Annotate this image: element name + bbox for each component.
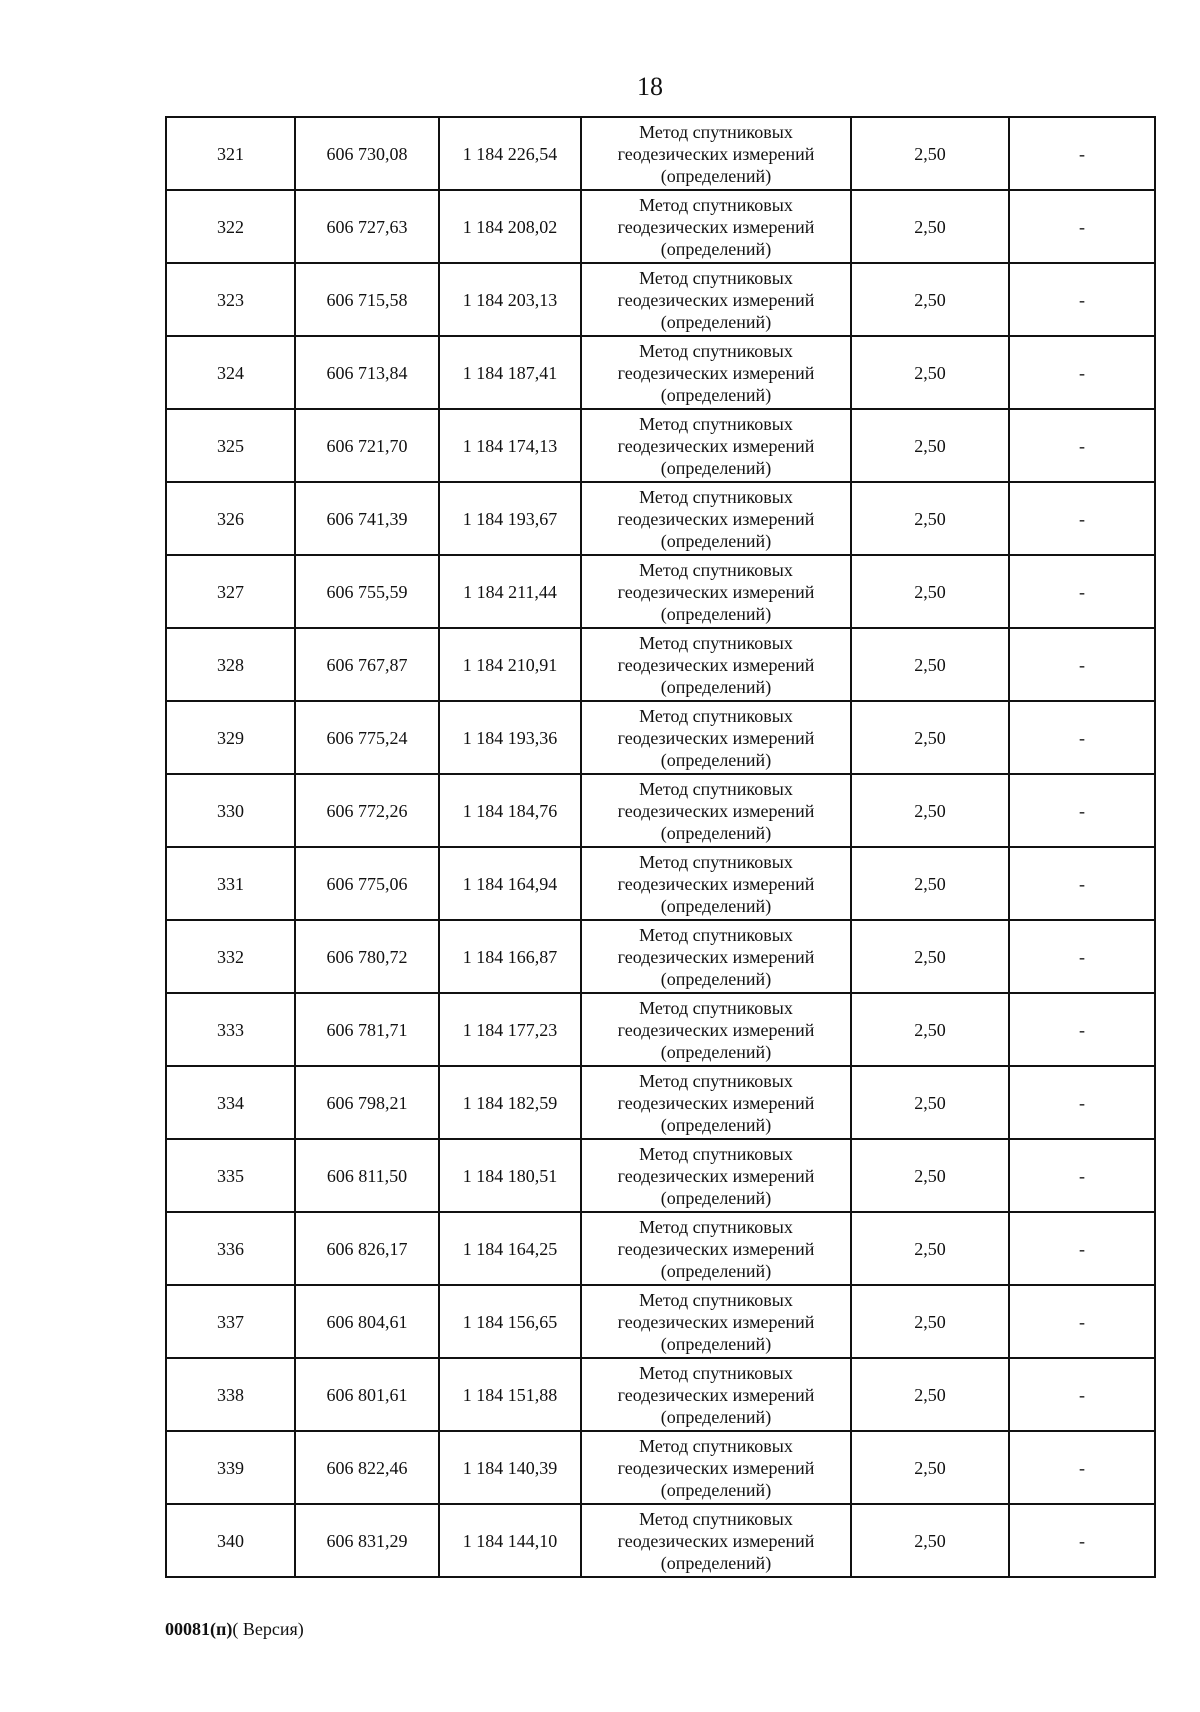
method-line: геодезических измерений xyxy=(617,362,815,383)
description-cell: - xyxy=(1009,1285,1155,1358)
method-line: геодезических измерений xyxy=(617,581,815,602)
form-code-note xyxy=(165,1619,304,1640)
method-line: Метод спутниковых xyxy=(639,486,793,507)
method-line: Метод спутниковых xyxy=(639,413,793,434)
y-coordinate-cell: 1 184 174,13 xyxy=(439,409,581,482)
method-line: Метод спутниковых xyxy=(639,267,793,288)
accuracy-cell: 2,50 xyxy=(851,1139,1009,1212)
form-code: 00081(п) xyxy=(165,1619,233,1639)
method-line: геодезических измерений xyxy=(617,1384,815,1405)
method-cell xyxy=(581,1212,851,1285)
method-line: геодезических измерений xyxy=(617,1311,815,1332)
accuracy-cell: 2,50 xyxy=(851,774,1009,847)
table-row xyxy=(166,117,1155,190)
method-line: (определений) xyxy=(660,1187,772,1208)
method-cell xyxy=(581,920,851,993)
accuracy-cell: 2,50 xyxy=(851,555,1009,628)
y-coordinate-cell: 1 184 151,88 xyxy=(439,1358,581,1431)
method-line: (определений) xyxy=(660,1479,772,1500)
method-line: Метод спутниковых xyxy=(639,851,793,872)
accuracy-cell: 2,50 xyxy=(851,117,1009,190)
description-cell: - xyxy=(1009,555,1155,628)
method-line: геодезических измерений xyxy=(617,873,815,894)
method-line: Метод спутниковых xyxy=(639,705,793,726)
y-coordinate-cell: 1 184 164,94 xyxy=(439,847,581,920)
accuracy-cell: 2,50 xyxy=(851,190,1009,263)
point-number-cell: 325 xyxy=(166,409,295,482)
point-number-cell: 323 xyxy=(166,263,295,336)
table-row xyxy=(166,993,1155,1066)
point-number-cell: 327 xyxy=(166,555,295,628)
method-cell xyxy=(581,993,851,1066)
method-cell xyxy=(581,117,851,190)
accuracy-cell: 2,50 xyxy=(851,1504,1009,1577)
method-line: геодезических измерений xyxy=(617,289,815,310)
method-line: (определений) xyxy=(660,165,772,186)
method-line: (определений) xyxy=(660,530,772,551)
method-cell xyxy=(581,628,851,701)
method-line: (определений) xyxy=(660,1552,772,1573)
table-row xyxy=(166,847,1155,920)
point-number-cell: 340 xyxy=(166,1504,295,1577)
description-cell: - xyxy=(1009,628,1155,701)
y-coordinate-cell: 1 184 187,41 xyxy=(439,336,581,409)
table-row xyxy=(166,409,1155,482)
method-line: Метод спутниковых xyxy=(639,997,793,1018)
y-coordinate-cell: 1 184 182,59 xyxy=(439,1066,581,1139)
method-line: геодезических измерений xyxy=(617,654,815,675)
accuracy-cell: 2,50 xyxy=(851,1285,1009,1358)
table-row xyxy=(166,1139,1155,1212)
description-cell: - xyxy=(1009,993,1155,1066)
x-coordinate-cell: 606 715,58 xyxy=(295,263,439,336)
x-coordinate-cell: 606 801,61 xyxy=(295,1358,439,1431)
point-number-cell: 324 xyxy=(166,336,295,409)
x-coordinate-cell: 606 721,70 xyxy=(295,409,439,482)
method-line: Метод спутниковых xyxy=(639,121,793,142)
description-cell: - xyxy=(1009,409,1155,482)
description-cell: - xyxy=(1009,482,1155,555)
method-cell xyxy=(581,847,851,920)
page-number: 18 xyxy=(637,72,663,101)
accuracy-cell: 2,50 xyxy=(851,701,1009,774)
x-coordinate-cell: 606 713,84 xyxy=(295,336,439,409)
method-line: (определений) xyxy=(660,1333,772,1354)
method-line: (определений) xyxy=(660,311,772,332)
description-cell: - xyxy=(1009,1139,1155,1212)
point-number-cell: 326 xyxy=(166,482,295,555)
table-row xyxy=(166,482,1155,555)
accuracy-cell: 2,50 xyxy=(851,263,1009,336)
accuracy-cell: 2,50 xyxy=(851,1358,1009,1431)
description-cell: - xyxy=(1009,1066,1155,1139)
y-coordinate-cell: 1 184 208,02 xyxy=(439,190,581,263)
y-coordinate-cell: 1 184 184,76 xyxy=(439,774,581,847)
description-cell: - xyxy=(1009,1504,1155,1577)
point-number-cell: 336 xyxy=(166,1212,295,1285)
table-row xyxy=(166,263,1155,336)
method-line: Метод спутниковых xyxy=(639,559,793,580)
method-line: (определений) xyxy=(660,457,772,478)
point-number-cell: 332 xyxy=(166,920,295,993)
y-coordinate-cell: 1 184 144,10 xyxy=(439,1504,581,1577)
x-coordinate-cell: 606 727,63 xyxy=(295,190,439,263)
method-line: геодезических измерений xyxy=(617,727,815,748)
y-coordinate-cell: 1 184 203,13 xyxy=(439,263,581,336)
x-coordinate-cell: 606 780,72 xyxy=(295,920,439,993)
description-cell: - xyxy=(1009,1212,1155,1285)
description-cell: - xyxy=(1009,1358,1155,1431)
method-cell xyxy=(581,263,851,336)
method-line: Метод спутниковых xyxy=(639,1362,793,1383)
method-line: геодезических измерений xyxy=(617,1092,815,1113)
method-line: геодезических измерений xyxy=(617,216,815,237)
table-row xyxy=(166,1504,1155,1577)
method-line: (определений) xyxy=(660,968,772,989)
table-row xyxy=(166,920,1155,993)
point-number-cell: 331 xyxy=(166,847,295,920)
description-cell: - xyxy=(1009,336,1155,409)
method-line: (определений) xyxy=(660,238,772,259)
method-line: геодезических измерений xyxy=(617,1530,815,1551)
method-line: геодезических измерений xyxy=(617,946,815,967)
point-number-cell: 333 xyxy=(166,993,295,1066)
method-line: (определений) xyxy=(660,676,772,697)
method-line: (определений) xyxy=(660,1406,772,1427)
x-coordinate-cell: 606 804,61 xyxy=(295,1285,439,1358)
method-line: (определений) xyxy=(660,603,772,624)
method-line: Метод спутниковых xyxy=(639,1216,793,1237)
accuracy-cell: 2,50 xyxy=(851,993,1009,1066)
method-cell xyxy=(581,774,851,847)
method-cell xyxy=(581,1504,851,1577)
y-coordinate-cell: 1 184 140,39 xyxy=(439,1431,581,1504)
method-line: Метод спутниковых xyxy=(639,340,793,361)
point-number-cell: 321 xyxy=(166,117,295,190)
method-line: (определений) xyxy=(660,895,772,916)
accuracy-cell: 2,50 xyxy=(851,336,1009,409)
method-line: геодезических измерений xyxy=(617,143,815,164)
method-line: геодезических измерений xyxy=(617,1019,815,1040)
method-cell xyxy=(581,1066,851,1139)
method-line: Метод спутниковых xyxy=(639,1289,793,1310)
description-cell: - xyxy=(1009,190,1155,263)
method-line: Метод спутниковых xyxy=(639,194,793,215)
method-line: геодезических измерений xyxy=(617,1238,815,1259)
table-row xyxy=(166,701,1155,774)
accuracy-cell: 2,50 xyxy=(851,847,1009,920)
accuracy-cell: 2,50 xyxy=(851,1212,1009,1285)
point-number-cell: 337 xyxy=(166,1285,295,1358)
method-cell xyxy=(581,482,851,555)
point-number-cell: 322 xyxy=(166,190,295,263)
y-coordinate-cell: 1 184 180,51 xyxy=(439,1139,581,1212)
description-cell: - xyxy=(1009,847,1155,920)
y-coordinate-cell: 1 184 226,54 xyxy=(439,117,581,190)
y-coordinate-cell: 1 184 211,44 xyxy=(439,555,581,628)
table-row xyxy=(166,1358,1155,1431)
method-cell xyxy=(581,190,851,263)
description-cell: - xyxy=(1009,117,1155,190)
y-coordinate-cell: 1 184 193,67 xyxy=(439,482,581,555)
accuracy-cell: 2,50 xyxy=(851,628,1009,701)
accuracy-cell: 2,50 xyxy=(851,1431,1009,1504)
x-coordinate-cell: 606 798,21 xyxy=(295,1066,439,1139)
x-coordinate-cell: 606 775,24 xyxy=(295,701,439,774)
method-line: Метод спутниковых xyxy=(639,1070,793,1091)
table-row xyxy=(166,1431,1155,1504)
point-number-cell: 335 xyxy=(166,1139,295,1212)
table-row xyxy=(166,628,1155,701)
y-coordinate-cell: 1 184 177,23 xyxy=(439,993,581,1066)
method-line: Метод спутниковых xyxy=(639,1508,793,1529)
x-coordinate-cell: 606 826,17 xyxy=(295,1212,439,1285)
point-number-cell: 330 xyxy=(166,774,295,847)
method-line: геодезических измерений xyxy=(617,435,815,456)
coordinates-table xyxy=(165,116,1156,1578)
x-coordinate-cell: 606 772,26 xyxy=(295,774,439,847)
y-coordinate-cell: 1 184 166,87 xyxy=(439,920,581,993)
method-cell xyxy=(581,1139,851,1212)
x-coordinate-cell: 606 730,08 xyxy=(295,117,439,190)
method-line: Метод спутниковых xyxy=(639,632,793,653)
description-cell: - xyxy=(1009,774,1155,847)
accuracy-cell: 2,50 xyxy=(851,482,1009,555)
method-cell xyxy=(581,1358,851,1431)
coordinates-table-body xyxy=(166,117,1155,1577)
x-coordinate-cell: 606 775,06 xyxy=(295,847,439,920)
method-cell xyxy=(581,1431,851,1504)
table-row xyxy=(166,1066,1155,1139)
y-coordinate-cell: 1 184 156,65 xyxy=(439,1285,581,1358)
x-coordinate-cell: 606 741,39 xyxy=(295,482,439,555)
method-line: Метод спутниковых xyxy=(639,1435,793,1456)
table-row xyxy=(166,555,1155,628)
method-line: геодезических измерений xyxy=(617,1457,815,1478)
method-line: Метод спутниковых xyxy=(639,924,793,945)
description-cell: - xyxy=(1009,701,1155,774)
table-row xyxy=(166,1285,1155,1358)
method-line: Метод спутниковых xyxy=(639,778,793,799)
y-coordinate-cell: 1 184 210,91 xyxy=(439,628,581,701)
method-line: (определений) xyxy=(660,384,772,405)
y-coordinate-cell: 1 184 193,36 xyxy=(439,701,581,774)
description-cell: - xyxy=(1009,263,1155,336)
point-number-cell: 328 xyxy=(166,628,295,701)
method-cell xyxy=(581,555,851,628)
accuracy-cell: 2,50 xyxy=(851,920,1009,993)
method-cell xyxy=(581,1285,851,1358)
x-coordinate-cell: 606 822,46 xyxy=(295,1431,439,1504)
method-cell xyxy=(581,409,851,482)
x-coordinate-cell: 606 781,71 xyxy=(295,993,439,1066)
method-line: геодезических измерений xyxy=(617,1165,815,1186)
table-row xyxy=(166,336,1155,409)
method-line: (определений) xyxy=(660,1260,772,1281)
x-coordinate-cell: 606 811,50 xyxy=(295,1139,439,1212)
method-line: (определений) xyxy=(660,822,772,843)
method-line: геодезических измерений xyxy=(617,800,815,821)
description-cell: - xyxy=(1009,920,1155,993)
x-coordinate-cell: 606 767,87 xyxy=(295,628,439,701)
method-line: (определений) xyxy=(660,749,772,770)
y-coordinate-cell: 1 184 164,25 xyxy=(439,1212,581,1285)
description-cell: - xyxy=(1009,1431,1155,1504)
method-line: (определений) xyxy=(660,1114,772,1135)
accuracy-cell: 2,50 xyxy=(851,409,1009,482)
point-number-cell: 329 xyxy=(166,701,295,774)
form-version: ( Версия) xyxy=(232,1619,304,1639)
point-number-cell: 338 xyxy=(166,1358,295,1431)
method-line: геодезических измерений xyxy=(617,508,815,529)
table-row xyxy=(166,190,1155,263)
x-coordinate-cell: 606 755,59 xyxy=(295,555,439,628)
point-number-cell: 334 xyxy=(166,1066,295,1139)
method-line: Метод спутниковых xyxy=(639,1143,793,1164)
method-cell xyxy=(581,701,851,774)
x-coordinate-cell: 606 831,29 xyxy=(295,1504,439,1577)
table-row xyxy=(166,1212,1155,1285)
method-cell xyxy=(581,336,851,409)
point-number-cell: 339 xyxy=(166,1431,295,1504)
accuracy-cell: 2,50 xyxy=(851,1066,1009,1139)
method-line: (определений) xyxy=(660,1041,772,1062)
table-row xyxy=(166,774,1155,847)
